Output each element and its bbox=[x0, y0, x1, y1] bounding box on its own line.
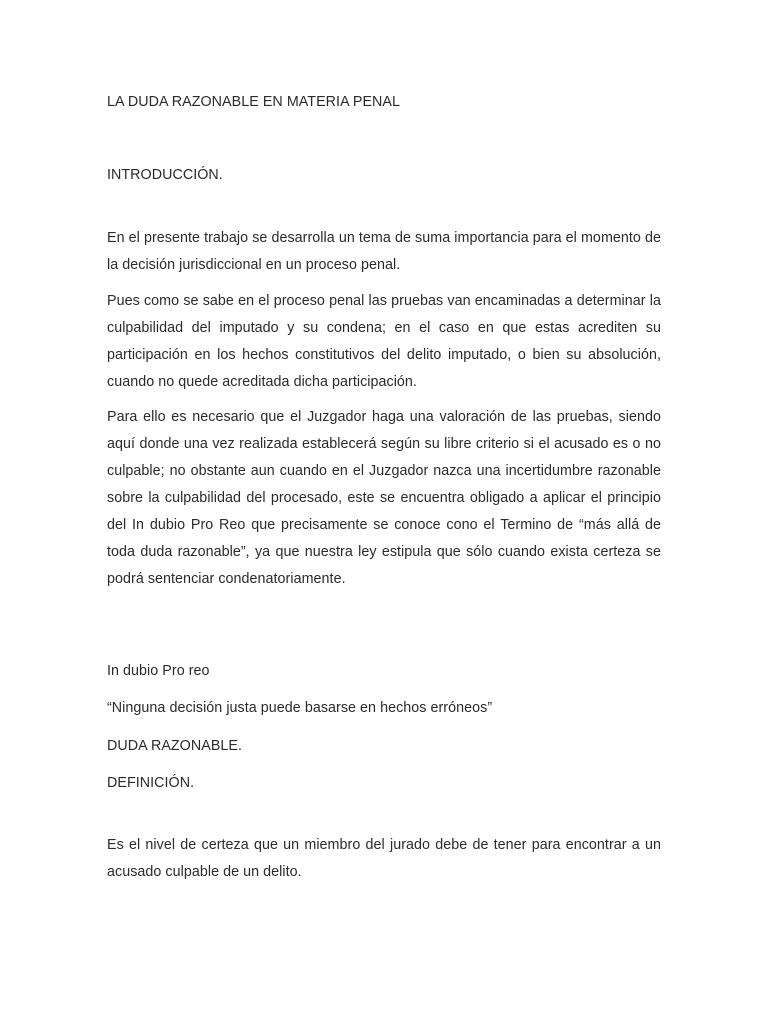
paragraph-evidence: Pues como se sabe en el proceso penal las pruebas van encaminadas a determinar la culpabilidad del imputado y su condena; en el caso en que estas acrediten su participación en los hechos constitutivos del delito imputado, o bien su absolución, cuando no quede acreditada dicha participación. bbox=[107, 293, 661, 390]
in-dubio-subheading: In dubio Pro reo bbox=[107, 663, 210, 679]
definicion-heading: DEFINICIÓN. bbox=[107, 775, 195, 791]
introduction-heading: INTRODUCCIÓN. bbox=[107, 167, 223, 183]
document-title: LA DUDA RAZONABLE EN MATERIA PENAL bbox=[107, 94, 401, 110]
duda-razonable-heading: DUDA RAZONABLE. bbox=[107, 738, 243, 754]
paragraph-judge-valuation: Para ello es necesario que el Juzgador haga una valoración de las pruebas, siendo aquí donde una vez realizada establecerá según su libre criterio si el acusado es o no culpable; no obstante aun cuando en el Juzgador nazca una incertidumbre razonable sobre la culpabilidad del procesado, este se encuentra obligado a aplicar el principio del In dubio Pro Reo que precisamente se conoce cono el Termino de “más allá de toda duda razonable”, ya que nuestra ley estipula que sólo cuando exista certeza se podrá sentenciar condenatoriamente. bbox=[107, 409, 661, 587]
quote-text: “Ninguna decisión justa puede basarse en hechos erróneos” bbox=[107, 700, 493, 716]
paragraph-intro: En el presente trabajo se desarrolla un tema de suma importancia para el momento de la decisión jurisdiccional en un proceso penal. bbox=[107, 230, 661, 273]
definition-paragraph: Es el nivel de certeza que un miembro del jurado debe de tener para encontrar a un acusado culpable de un delito. bbox=[107, 837, 661, 880]
